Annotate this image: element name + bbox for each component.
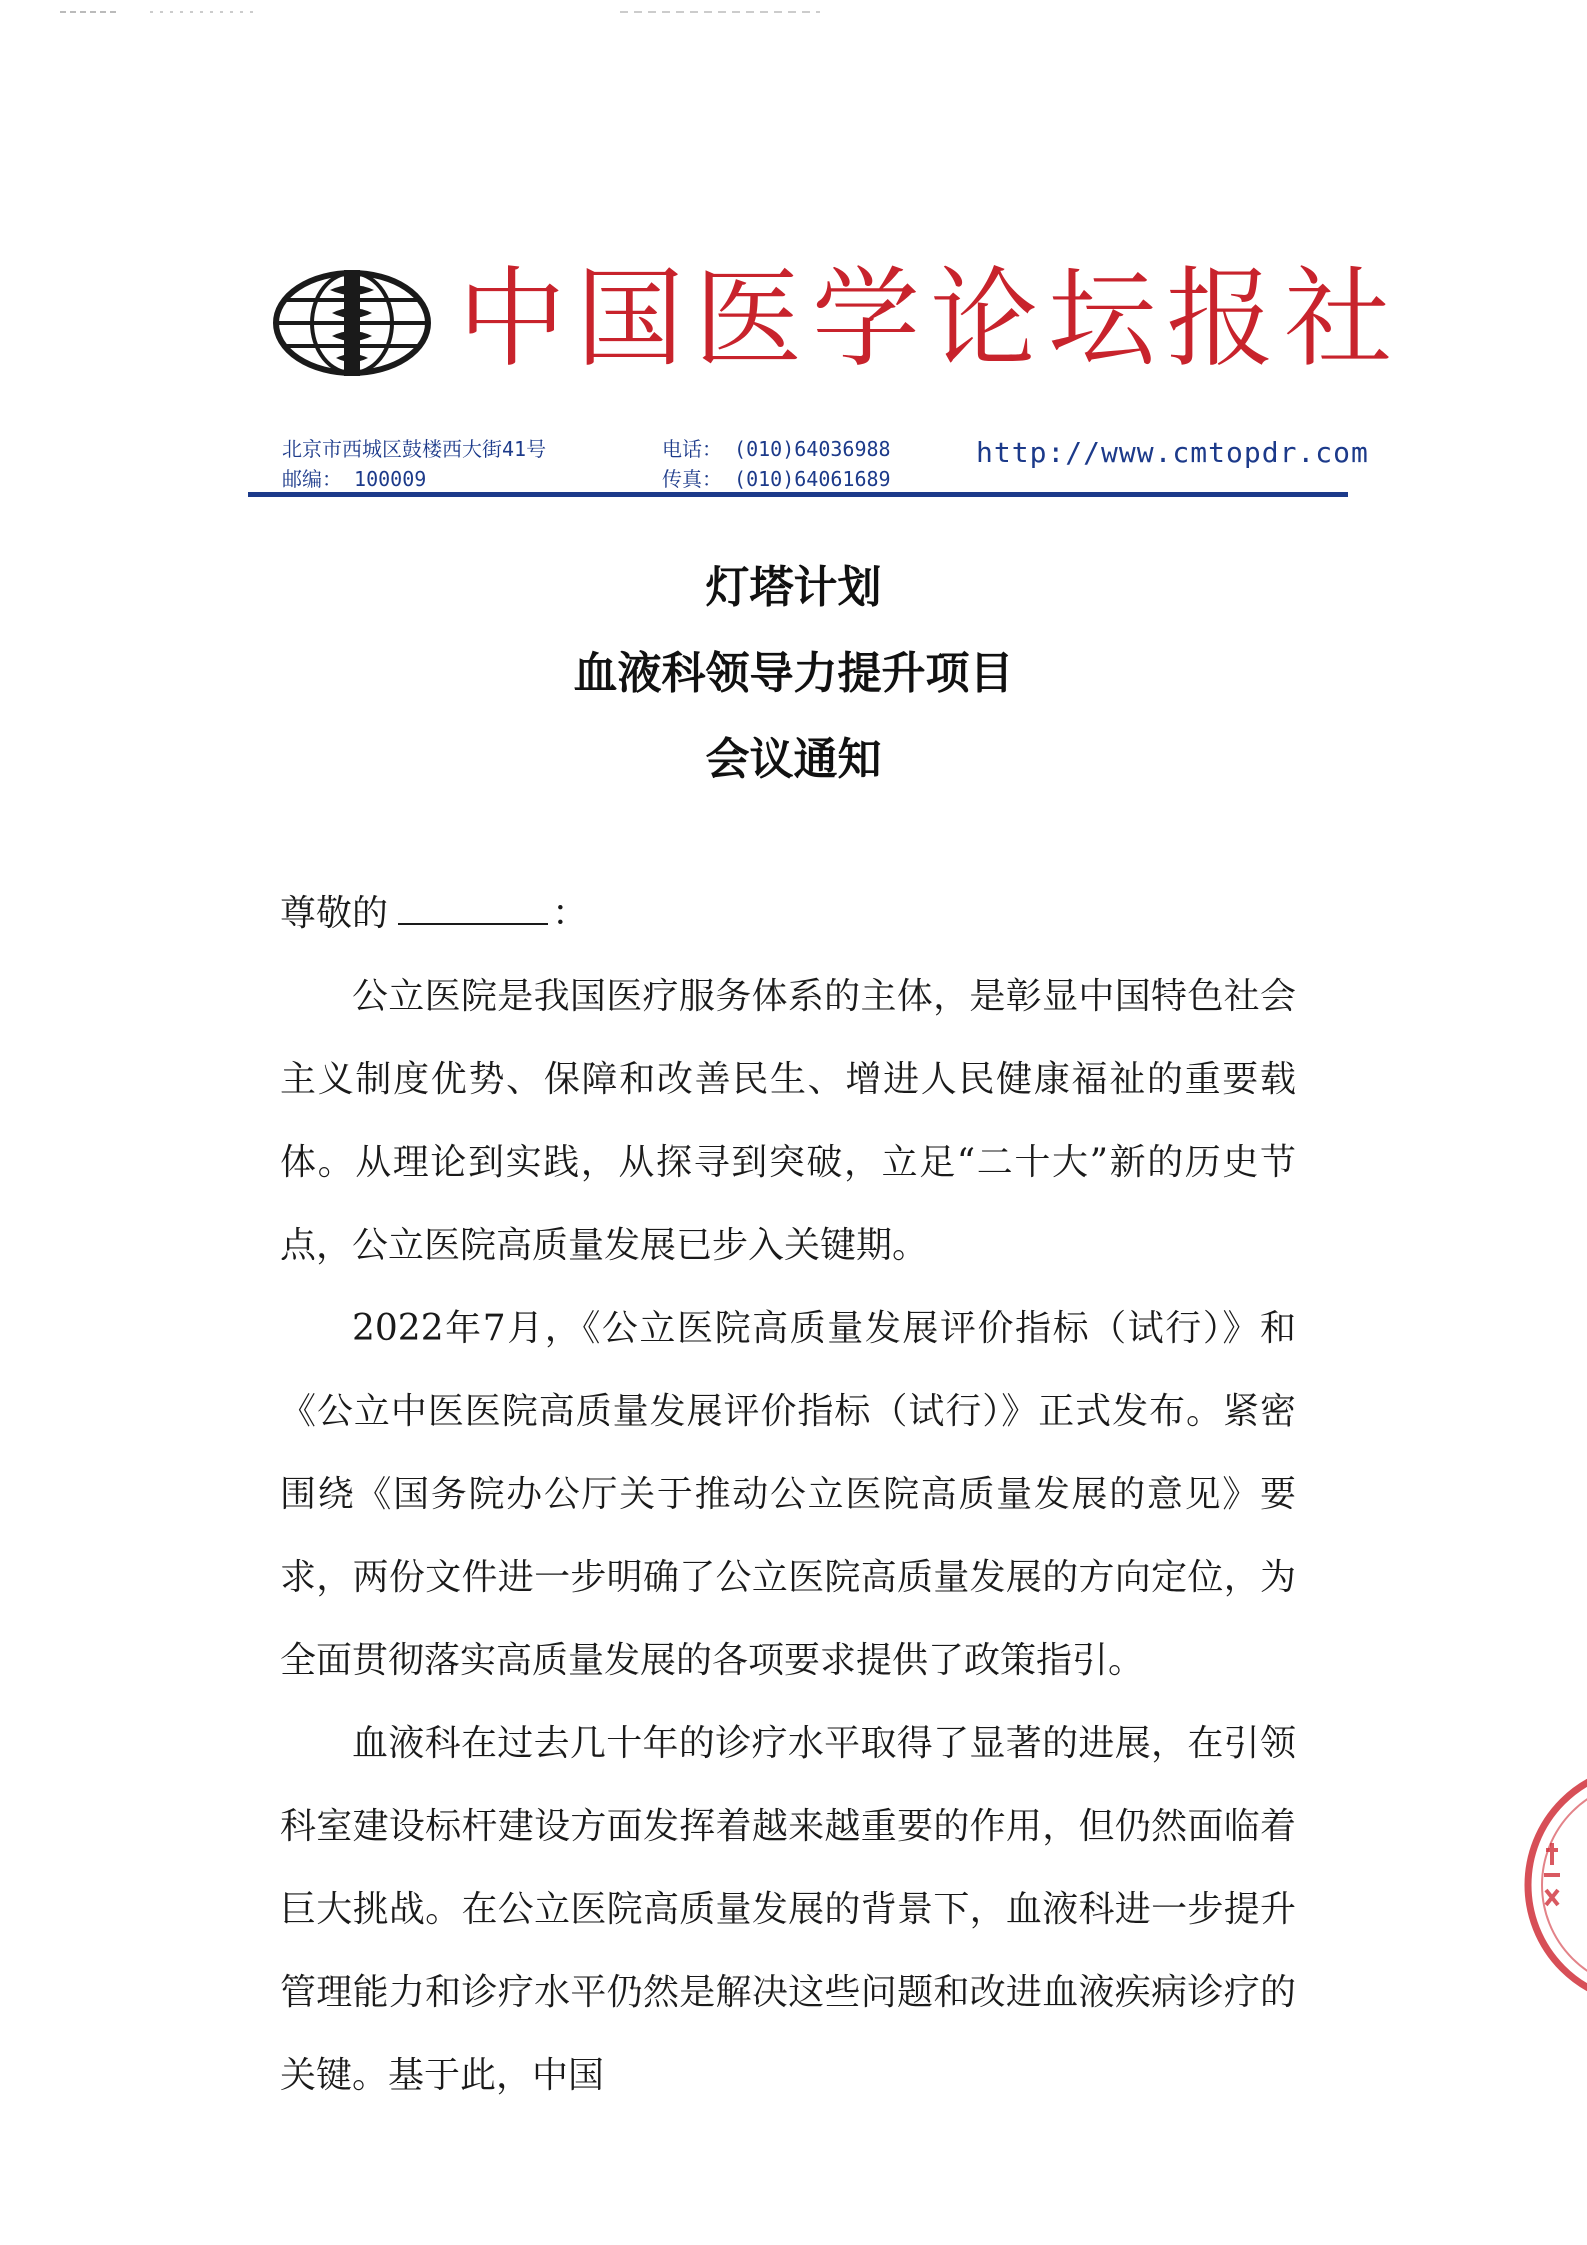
contact-phone-block — [662, 434, 891, 494]
org-name-char: 学 — [812, 257, 931, 382]
recipient-blank — [398, 893, 548, 925]
document-title — [0, 545, 1587, 803]
salutation-prefix: 尊敬的 — [280, 893, 389, 934]
scan-artifact — [60, 6, 880, 18]
paragraph: 血液科在过去几十年的诊疗水平取得了显著的进展，在引领科室建设标杆建设方面发挥着越来越重要的作用，但仍然面临着巨大挑战。在公立医院高质量发展的背景下，血液科进一步提升管理能力和诊疗水平仍然是解决这些问题和改进血液疾病诊疗的关键。基于此，中国 — [280, 1723, 1296, 2096]
org-name — [458, 250, 1403, 390]
title-line-2: 血液科领导力提升项目 — [573, 648, 1014, 699]
document-body — [280, 872, 1296, 2117]
org-name-char: 坛 — [1048, 257, 1167, 382]
letterhead-divider — [248, 492, 1348, 497]
globe-caduceus-icon — [272, 268, 432, 378]
title-line-1: 灯塔计划 — [705, 562, 882, 613]
address: 北京市西城区鼓楼西大街41号 — [282, 437, 547, 461]
website: http://www.cmtopdr.com — [976, 436, 1369, 469]
phone: 电话： (010)64036988 — [662, 437, 891, 461]
org-name-char: 中 — [458, 257, 577, 382]
org-name-char: 社 — [1284, 257, 1403, 382]
org-name-char: 论 — [930, 257, 1049, 382]
fax: 传真： (010)64061689 — [662, 467, 891, 491]
title-line-3: 会议通知 — [705, 734, 882, 785]
postcode: 邮编： 100009 — [282, 467, 427, 491]
paragraph: 公立医院是我国医疗服务体系的主体，是彰显中国特色社会主义制度优势、保障和改善民生、增进人民健康福祉的重要载体。从理论到实践，从探寻到突破，立足“二十大”新的历史节点，公立医院高质量发展已步入关键期。 — [280, 976, 1296, 1266]
paragraph: 2022年7月，《公立医院高质量发展评价指标（试行）》和《公立中医医院高质量发展评价指标（试行）》正式发布。紧密围绕《国务院办公厅关于推动公立医院高质量发展的意见》要求，两份文件进一步明确了公立医院高质量发展的方向定位，为全面贯彻落实高质量发展的各项要求提供了政策指引。 — [280, 1308, 1296, 1681]
org-name-char: 报 — [1166, 257, 1285, 382]
contact-address-block — [282, 434, 546, 494]
org-name-char: 医 — [694, 257, 813, 382]
salutation-suffix: ： — [552, 893, 589, 934]
salutation — [280, 872, 1296, 955]
official-seal-stamp — [1496, 1755, 1587, 2015]
org-name-char: 国 — [576, 257, 695, 382]
